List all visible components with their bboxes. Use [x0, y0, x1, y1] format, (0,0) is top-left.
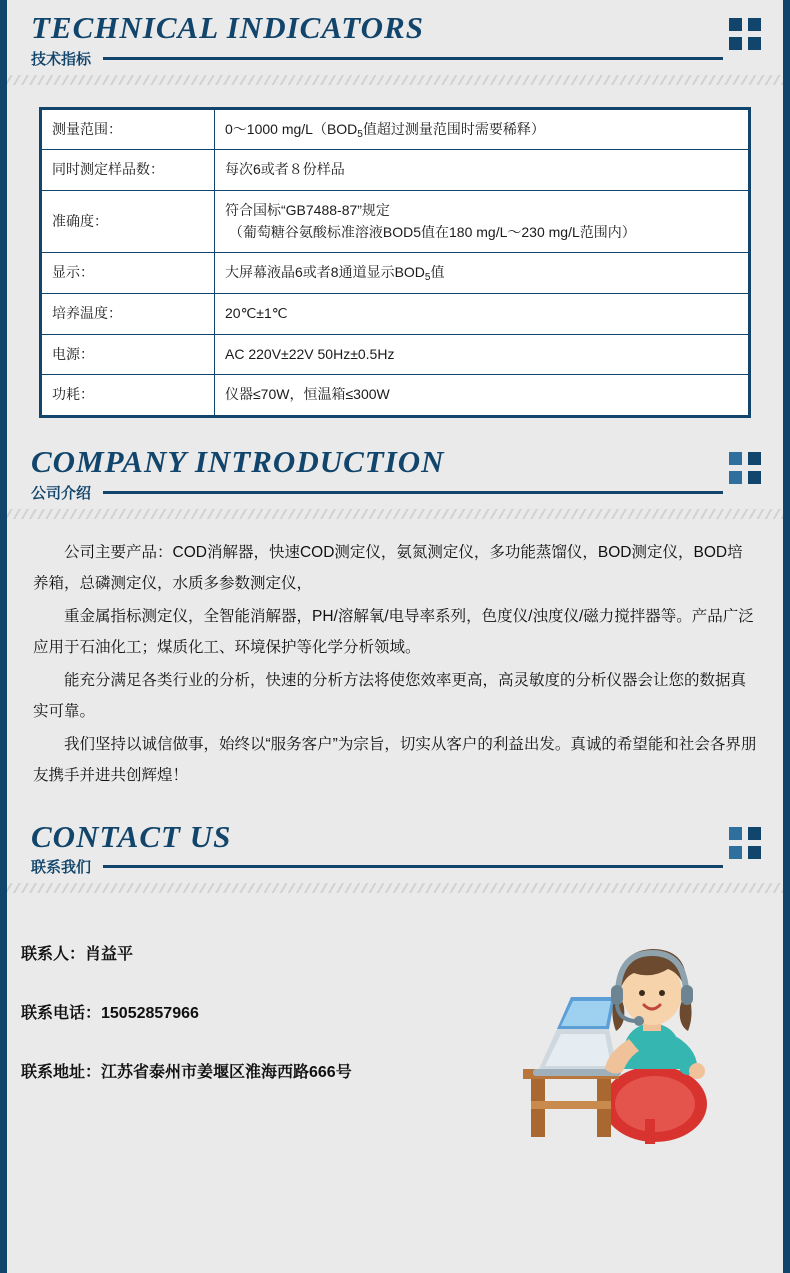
intro-paragraph: 能充分满足各类行业的分析，快速的分析方法将使您效率更高，高灵敏度的分析仪器会让您的数据真实可靠。 — [33, 671, 747, 720]
table-row — [42, 150, 749, 191]
header-rule — [103, 491, 723, 494]
spec-value: 大屏幕液晶6或者8通道显示$BOD_5$值 — [215, 253, 749, 294]
header-rule — [103, 865, 723, 868]
contact-block — [7, 919, 783, 1169]
table-row — [42, 191, 749, 253]
hatched-divider — [7, 75, 783, 85]
section-header-technical — [7, 0, 783, 69]
table-row — [42, 334, 749, 375]
spec-label: 功耗： — [42, 375, 215, 416]
contact-phone: 联系电话：15052857966 — [21, 1005, 199, 1023]
section-subtitle-technical-row — [7, 48, 783, 69]
spec-label: 显示： — [42, 253, 215, 294]
section-title-contact-en: CONTACT US — [31, 818, 232, 854]
section-title-company-en: COMPANY INTRODUCTION — [31, 444, 445, 480]
table-row — [42, 253, 749, 294]
spec-label: 测量范围： — [42, 109, 215, 150]
intro-paragraph: 重金属指标测定仪，全智能消解器，PH/溶解氧/电导率系列，色度仪/浊度仪/磁力搅拌器等。产品广泛应用于石油化工；煤质化工、环境保护等化学分析领域。 — [33, 607, 754, 656]
decorative-squares-icon — [729, 18, 763, 52]
table-row — [42, 375, 749, 416]
spec-value: AC 220V±22V 50Hz±0.5Hz — [215, 334, 749, 375]
section-subtitle-contact-row — [7, 856, 783, 877]
table-row — [42, 109, 749, 150]
hatched-divider — [7, 883, 783, 893]
customer-service-operator-illustration — [505, 919, 725, 1149]
spec-label: 同时测定样品数： — [42, 150, 215, 191]
decorative-squares-icon — [729, 452, 763, 486]
intro-paragraph: 我们坚持以诚信做事，始终以“服务客户”为宗旨，切实从客户的利益出发。真诚的希望能和社会各界朋友携手并进共创辉煌！ — [33, 735, 757, 784]
spec-label: 准确度： — [42, 191, 215, 253]
spec-value: 20℃±1℃ — [215, 294, 749, 335]
section-header-contact — [7, 809, 783, 878]
specifications-table — [39, 107, 751, 419]
contact-address: 联系地址：江苏省泰州市姜堰区淮海西路666号 — [21, 1064, 352, 1082]
section-title-company-cn: 公司介绍 — [31, 484, 92, 502]
spec-label: 电源： — [42, 334, 215, 375]
spec-value: 仪器≤70W，恒温箱≤300W — [215, 375, 749, 416]
spec-value: 每次6或者８份样品 — [215, 150, 749, 191]
header-rule — [103, 57, 723, 60]
contact-person: 联系人：肖益平 — [21, 946, 134, 964]
section-title-contact-cn: 联系我们 — [31, 859, 92, 877]
hatched-divider — [7, 509, 783, 519]
section-title-technical-cn: 技术指标 — [31, 50, 92, 68]
spec-label: 培养温度： — [42, 294, 215, 335]
spec-value: 0～1000 $mg/L(BOD_5$值超过测量范围时需要稀释） — [215, 109, 749, 150]
company-introduction-text — [33, 537, 757, 791]
intro-paragraph: 公司主要产品：COD消解器，快速COD测定仪，氨氮测定仪，多功能蒸馏仪，BOD测定仪，BOD培养箱，总磷测定仪，水质多参数测定仪， — [33, 543, 743, 592]
spec-value: 符合国标“GB7488-87”规定 （葡萄糖谷氨酸标准溶液BOD5值在180 mg/L～230 mg/L范围内） — [215, 191, 749, 253]
section-header-company — [7, 434, 783, 503]
decorative-squares-icon — [729, 827, 763, 861]
section-subtitle-company-row — [7, 482, 783, 503]
section-title-technical-en: TECHNICAL INDICATORS — [31, 10, 424, 45]
table-row — [42, 294, 749, 335]
